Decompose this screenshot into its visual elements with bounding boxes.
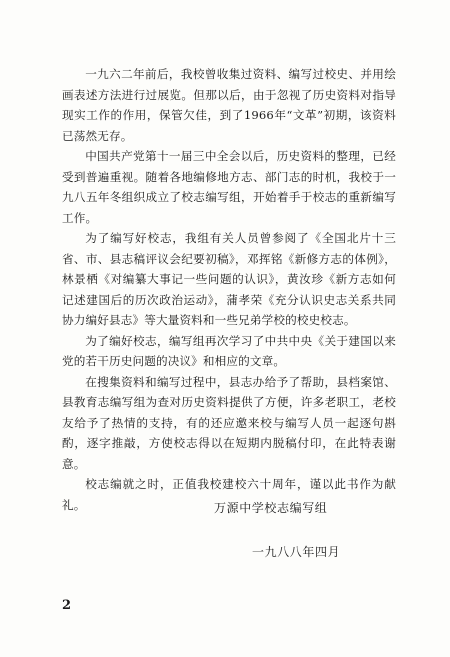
paragraph-2: 中国共产党第十一届三中全会以后，历史资料的整理，已经受到普遍重视。随着各地编修地方志、部门志的时机，我校于一九八五年冬组织成立了校志编写组，开始着手于校志的重新编写工作。 [62, 149, 396, 225]
signature-date: 一九八八年四月 [252, 545, 341, 559]
paragraph-6: 校志编就之时，正值我校建校六十周年，谨以此书作为献礼。 [62, 477, 396, 512]
paragraph-3: 为了编写好校志，我组有关人员曾参阅了《全国北片十三省、市、县志稿评议会纪要初稿》，邓挥铭《新修方志的体例》，林景栖《对编纂大事记一些问题的认识》，黄汝珍《新方志如何记述建国后的历次政治运动》，蒲孝荣《充分认识史志关系共同协力编好县志》等大量资料和一些兄弟学校的校史校志。 [62, 231, 396, 327]
paragraph-1: 一九六二年前后，我校曾收集过资料、编写过校史、并用绘画表述方法进行过展览。但那以后，由于忽视了历史资料对指导现实工作的作用，保管欠佳，到了1966年“文革”初期，该资料已荡然无存。 [62, 67, 396, 143]
page-number: 2 [62, 598, 72, 613]
paragraph-4: 为了编好校志，编写组再次学习了中共中央《关于建国以来党的若干历史问题的决议》和相应的文章。 [62, 333, 396, 368]
paragraph-5: 在搜集资料和编写过程中，县志办给予了帮助，县档案馆、县教育志编写组为查对历史资料提供了方便，许多老职工，老校友给予了热情的支持，有的还应邀来校与编写人员一起逐句斟酌，逐字推敲，方使校志得以在短期内脱稿付印，在此特表谢意。 [62, 374, 396, 471]
signature-organization: 万源中学校志编写组 [214, 501, 328, 515]
body-text [62, 64, 396, 515]
